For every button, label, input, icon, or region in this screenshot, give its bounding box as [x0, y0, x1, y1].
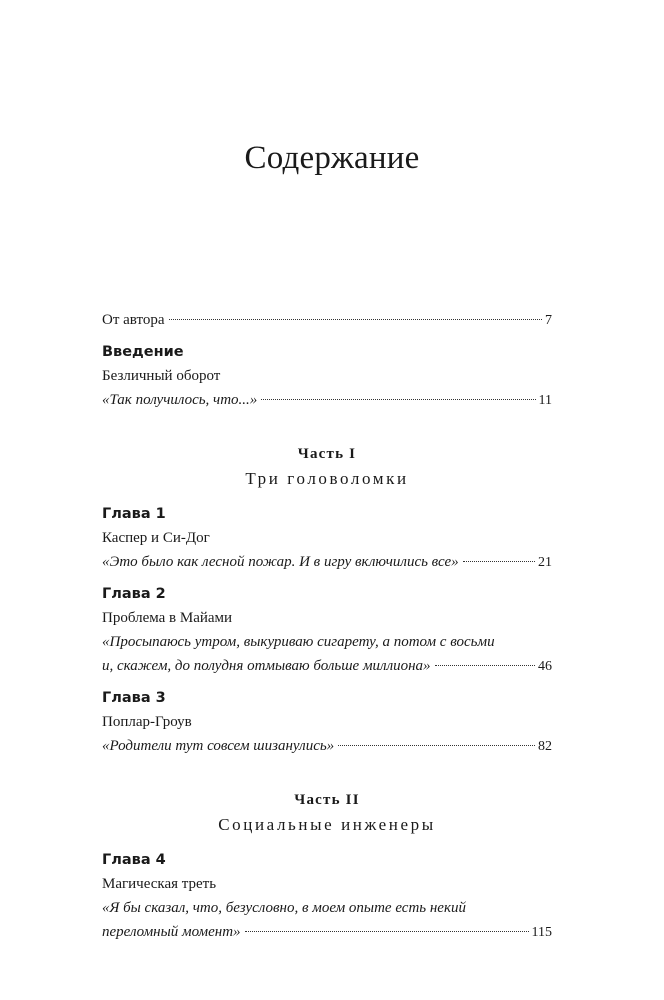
toc-entry-title: «Так получилось, что...» [102, 392, 258, 408]
toc-entry-quote [102, 920, 552, 944]
toc-section-intro[interactable] [102, 340, 552, 412]
toc-entry-title: От автора [102, 312, 165, 328]
toc-entry-author-note[interactable] [102, 308, 552, 332]
chapter-heading: Глава 1 [102, 506, 166, 522]
toc-entry-page: 7 [545, 313, 552, 328]
table-of-contents [102, 308, 552, 944]
chapter-quote-line: «Это было как лесной пожар. И в игру включились все» [102, 554, 459, 570]
toc-entry-page: 46 [538, 659, 552, 674]
toc-chapter-1[interactable] [102, 502, 552, 574]
chapter-subtitle: Каспер и Си-Дог [102, 530, 210, 546]
chapter-subtitle: Проблема в Майами [102, 610, 233, 626]
toc-chapter-4[interactable] [102, 848, 552, 944]
chapter-subtitle: Магическая треть [102, 876, 217, 892]
chapter-quote-line: переломный момент» [102, 924, 241, 940]
toc-entry-page: 11 [538, 393, 552, 408]
section-heading: Введение [102, 344, 184, 360]
toc-part-2 [102, 788, 552, 838]
part-title: Социальные инженеры [218, 815, 436, 834]
dot-leader [261, 399, 535, 400]
section-subtitle: Безличный оборот [102, 368, 221, 384]
chapter-heading: Глава 3 [102, 690, 166, 706]
chapter-heading: Глава 2 [102, 586, 166, 602]
toc-part-1 [102, 442, 552, 492]
dot-leader [435, 665, 535, 666]
dot-leader [463, 561, 535, 562]
part-label: Часть II [294, 792, 360, 808]
dot-leader [338, 745, 535, 746]
toc-entry-page: 115 [531, 925, 552, 940]
toc-entry-quote [102, 388, 552, 412]
chapter-quote-line: «Я бы сказал, что, безусловно, в моем опыте есть некий [102, 900, 466, 916]
toc-chapter-2[interactable] [102, 582, 552, 678]
toc-chapter-3[interactable] [102, 686, 552, 758]
page-title: Содержание [244, 140, 420, 176]
chapter-heading: Глава 4 [102, 852, 166, 868]
toc-entry-page: 21 [538, 555, 552, 570]
toc-entry-quote [102, 654, 552, 678]
dot-leader [169, 319, 542, 320]
chapter-quote-line: «Просыпаюсь утром, выкуриваю сигарету, а потом с восьми [102, 634, 495, 650]
chapter-quote-line: и, скажем, до полудня отмываю больше миллиона» [102, 658, 431, 674]
part-label: Часть I [297, 446, 357, 462]
toc-entry-quote [102, 734, 552, 758]
part-title: Три головоломки [245, 469, 409, 488]
dot-leader [245, 931, 529, 932]
chapter-quote-line: «Родители тут совсем шизанулись» [102, 738, 335, 754]
toc-entry-quote [102, 550, 552, 574]
chapter-subtitle: Поплар-Гроув [102, 714, 192, 730]
toc-entry-page: 82 [538, 739, 552, 754]
